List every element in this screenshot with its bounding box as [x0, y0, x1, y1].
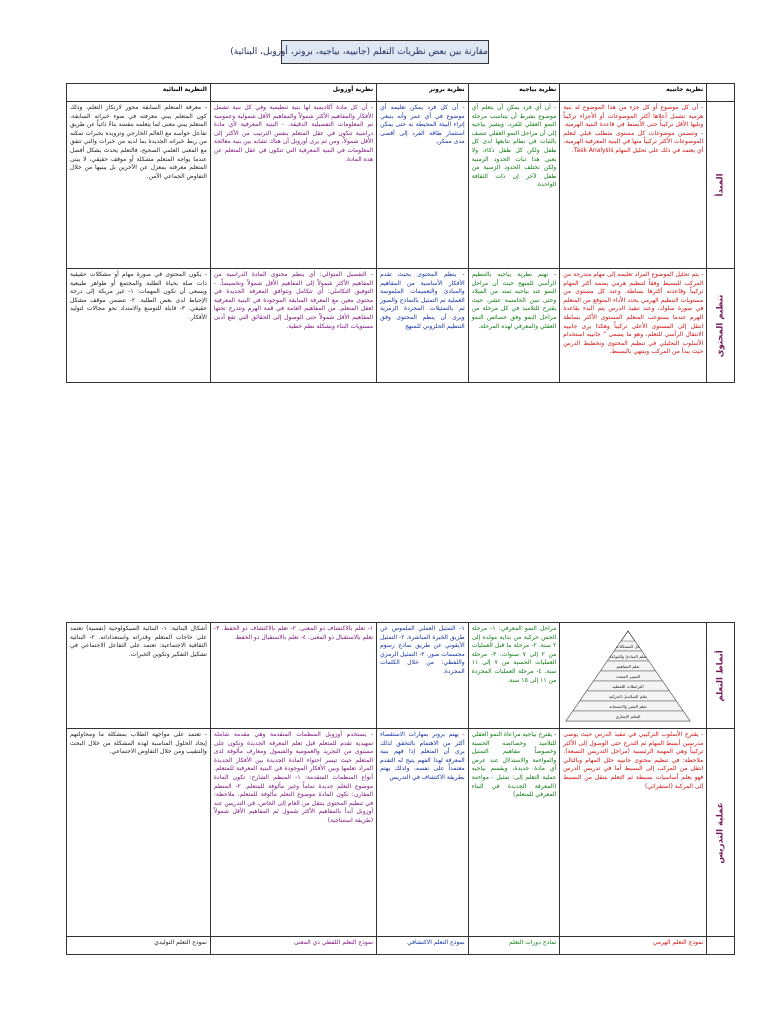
- pyramid-level-label: حل المشكلات: [616, 644, 641, 650]
- cell-basis-bruner: - أن كل فرد يمكن تعليمه أي موضوع في أي عمر وأنه ينبغي إثراء البيئة المحيطة به حتى يمكن استثمار طاقة الفرد إلى أقصى مدى ممكن.: [377, 102, 469, 269]
- cell-learning-types-bruner: ١- التمثيل العملي الملموس عن طريق الخبرة المباشرة. ٢- التمثيل الأيقوني عن طريق نماذج رسوم مجسمات صور. ٣- التمثيل الرمزي واللفظي: من خلال الكلمات المجردة.: [377, 623, 469, 729]
- model-gagne: نموذج التعلم الهرمي: [560, 937, 707, 955]
- cell-teaching-ausubel: - يستخدم أوزوبل المنظمات المتقدمة وهي مقدمة شاملة تمهيدية تقدم للمتعلم قبل تعلم المعرفة الجديدة وتكون على مستوى من التجريد والعمومية والشمول ومعارف مألوفة لدى المتعلم حيث تيسر احتواء المادة الجديدة بين الأفكار الجديدة المراد تعلمها وبين الأفكار الموجودة في البنية المعرفية للمتعلم. أنواع المنظمات المتقدمة: ١- المنظم الشارح: تكون المادة موضوع التعلم جديدة تماماً وغير مألوفة للمتعلم. ٢- المنظم المقارن: تكون المادة موضوع التعلم مألوفة للمتعلم. ملاحظة: في تنظيم المحتوى ينتقل من العام إلى الخاص، في التدريس عند أوزوبل أبدأ بالمفاهيم الأكثر شمول ثم المفاهيم الأقل شمولاً (طريقة استنتاجية): [210, 729, 376, 937]
- cell-learning-types-piaget: مراحل النمو المعرفي: ١- مرحلة الحس حركية من بداية مولده إلى ٢ سنة. ٢- مرحلة ما قبل العمليات من ٢ إلى ٧ سنوات. ٣- مرحلة العمليات الحسية من ٧ إلى ١١ سنة. ٤- مرحلة العمليات المجردة من ١١ إلى ١٥ سنة.: [468, 623, 560, 729]
- cell-basis-piaget: - أن أي فرد يمكن أن يتعلم أي موضوع بشرط أن يتناسب مرحلة النمو العقلي للفرد، ويشير بياجيه إلى أن مراحل النمو العقلي تتصف بالثبات في نظام تتابعها لدى كل طفل ولكن كل طفل ذكاء، ولا يعني هذا ثبات الحدود الزمنية ولكن تختلف الحدود الزمنية من طفل لآخر إن ذات الثقافة الواحدة.: [468, 102, 560, 269]
- row-teaching-process: [67, 729, 735, 937]
- model-bruner: نموذج التعلم الاكتشافي: [377, 937, 469, 955]
- model-constructivist: نموذج التعلم التوليدي: [67, 937, 211, 955]
- col-header-constructivist: النظرية البنائية: [67, 84, 211, 102]
- cell-teaching-piaget: - يقترح بياجيه مراعاة النمو العقلي للتلاميذ وخصائصه الحسية وخصوصاً مفاهيم التمثيل والمواءمة والاستدلال عند عرض أي مادة جديدة، ويقسم بياجيه عملية التعلم إلى: تمثيل - مواءمة (المعرفة الجديدة في البناء المعرفي للمتعلم): [468, 729, 560, 937]
- cell-teaching-constructivist: - تعتمد على مواجهة الطلاب بمشكلة ما ومحاولتهم إيجاد الحلول المناسبة لهذه المشكلة من خلال البحث والتنقيب ومن خلال التفاوض الاجتماعي.: [67, 729, 211, 937]
- col-header-piaget: نظرية بياجيه: [468, 84, 560, 102]
- cell-basis-constructivist: - معرفة المتعلم السابقة محور لارتكاز التعلم، وذلك كون المتعلم يبني معرفته في ضوء خبراته السابقة، المتعلم يبني معنى لما يتعلمه بنفسه بناءً ذاتياً عن طريق تفاعل حواسه مع العالم الخارجي وتزويده بخبرات تمكنه من ربط خبراته الجديدة بما لديه من خبرات والتي تتفق مع المعنى العلمي الصحيح، فالتعلم يحدث بشكل أفضل عندما يواجه المتعلم مشكلة أو موقف حقيقي، لا يبنى المتعلم معرفته بمعزل عن الآخرين بل يبنيها من خلال التفاوض الجماعي الآمن.: [67, 102, 211, 269]
- cell-learning-types-gagne: [560, 623, 707, 729]
- corner-cell: [707, 84, 735, 102]
- row-learning-types: [67, 623, 735, 729]
- cell-teaching-gagne: - يقترح الأسلوب التركيبي في تنفيذ الدرس حيث يوصى مدرسين أبسط المهام ثم التدرج حتى الوصول إلى الأكثر تركيباً وهي المهمة الرئيسية (مراحل التدريس التسعة). ملاحظة: في تنظيم محتوى جانييه حلل المهام وبالتالي انتقل من المركب إلى البسيط أما في تدريس الدرس فهو يعلم أساسيات بسيطة ثم التعلم بتنقل من البسيط إلى المركبة (استقرائي): [560, 729, 707, 937]
- row-label-organization: تنظيم المحتوى: [707, 269, 735, 383]
- model-ausubel: نموذج التعلم اللفظي ذي المعنى: [210, 937, 376, 955]
- pyramid-level-label: تعلم المثير والاستجابة: [609, 704, 648, 710]
- cell-basis-ausubel: - أن كل مادة أكاديمية لها بنية تنظيمية وفي كل بنية تشمل الأفكار والمفاهيم الأكثر شمولاً والمفاهيم الأقل شمولية وعمومية ثم المعلومات التفصيلية الدقيقة. - البنية المعرفية لأي مادة دراسية تتكون في عقل المتعلم بنفس الترتيب من الأكثر إلى الأقل شمولاً، ومن ثم يرى أوزوبل أن هناك تشابه بين بنية معالجة المعلومات في البنية المعرفية التي تتكون في عقل المتعلم عن هذه المادة.: [210, 102, 376, 269]
- gagne-hierarchy-pyramid: [564, 629, 692, 725]
- pyramid-level-label: تعلم المفاهيم: [616, 664, 640, 670]
- header-row: [67, 84, 735, 102]
- cell-learning-types-constructivist: أشكال البنائية: ١- البنائية السيكولوجية (نفسية) تعتمد على حاجات المتعلم وقدراته واستعداداته. ٢- البنائية الثقافية الاجتماعية: تعتمد على التفاعل الاجتماعي في تشكيل التفكير وتكوين الخبرات.: [67, 623, 211, 729]
- cell-teaching-bruner: - يهتم برونر بمهارات الاستقصاء أكثر من الاهتمام بالتحقق لذلك يرى أن المتعلم إذا فهم بنية المعرفة لهذا الفهم يتيح له التقدم معتمداً على نفسه، ولذلك يهتم بطريقة الاكتشاف في التدريس: [377, 729, 469, 937]
- cell-organization-piaget: - تهتم نظرية بياجيه بالتنظيم الرأسي للمنهج حيث أن مراحل النمو عند بياجيه تمتد من الميلاد وحتى سن الخامسة عشر، حيث يقترح للتلاميذ في كل مرحلة من مراحل النمو وفق خصائص النمو العقلي والمعرفي لهذه المرحلة.: [468, 269, 560, 383]
- cell-learning-types-ausubel: ١- تعلم بالاكتشاف ذو المعنى. ٢- تعلم بالاكتشاف ذو الحفظ. ٣- تعلم بالاستقبال ذو المعنى. ٤- تعلم بالاستقبال ذو الحفظ.: [210, 623, 376, 729]
- col-header-ausubel: نظرية أوزوبل: [210, 84, 376, 102]
- row-organization: [67, 269, 735, 383]
- cell-organization-constructivist: - يكون المحتوى في صورة مهام أو مشكلات حقيقية ذات صلة بحياة الطلبة والمجتمع أو ظواهر طبيعية ويسعى أن تكون المهمات: ١- غير مربكة إلى درجة الإحباط لدى بعض الطلبة. ٢- تتضمن موقف مشكل حقيقي. ٣- قابلة للتوسع والامتداد نحو مجالات لتوليد الأفكار.: [67, 269, 211, 383]
- cell-basis-gagne: - أن كل موضوع أو كل جزء من هذا الموضوع له بنية هرمية تشمل أعلاها أكثر الموضوعات أو الأجزاء تركيباً وتليها الأقل تركيباً حتى الأبسط في قاعدة البنية الهرمية. - وتتضمن موضوعات كل مستوى متطلب قبلي لتعلم الموضوعات الأكثر تركيباً منها في البنية المعرفية الهرمية، أي يعتمد في ذلك على تحليل المهام Task Analysis.: [560, 102, 707, 269]
- pyramid-level-label: التعلم الإشاري: [615, 714, 641, 720]
- models-corner-cell: [707, 937, 735, 955]
- cell-organization-gagne: - يتم تحليل الموضوع المراد تعليمه إلى مهام متدرجة من المركب للبسيط وفقاً لتنظيم هرمي يضمه أكثر المهام تركيباً وقاعدته أكثرها بساطة. وعند كل مستوى من مستويات التنظيم الهرمي يحدد الأداء المتوقع من المتعلم في صورة سلوك، وعند تنفيذ الدرس يتم البدء بقاعدة الهرم عندما يستوعب المتعلم المستوى الأكثر بساطة انتقل إلى المستوى الأعلى تركيباً وهكذا يرى جانييه الانتقال الرأسي للتعلم، وهو ما يسمى " جانييه استخدام الأسلوب التحليلي في تنظيم المحتوى وتخطيط الدرس حيث يبدأ من المركب وينتهي بالبسيط.: [560, 269, 707, 383]
- col-header-bruner: نظرية برونر: [377, 84, 469, 102]
- pyramid-level-label: التمييز المتعدد: [616, 674, 641, 680]
- pyramid-level-label: تعلم المبادئ والقواعد: [609, 654, 647, 660]
- comparison-table-top: [66, 83, 735, 383]
- comparison-table-bottom: [66, 622, 735, 955]
- pyramid-level-label: الترابطات اللفظية: [612, 684, 644, 690]
- row-label-learning-types: أنماط التعلم: [707, 623, 735, 729]
- model-piaget: نماذج دورات التعلم: [468, 937, 560, 955]
- row-label-teaching-process: عملية التدريس: [707, 729, 735, 937]
- row-basis: [67, 102, 735, 269]
- cell-organization-ausubel: - التفصيل المتوالي: أي ينظم محتوى المادة الدراسية من المفاهيم الأكثر شمولاً إلى المفاهيم الأقل شمولاً وتخصيصاً. - التوفيق التكاملي: أي تتكامل وتتوافق المعرفة الجديدة في محتوى معين مع المعرفة السابقة الموجودة في البنية المعرفية لعقل المتعلم. من المفاهيم العامة في قمة الهرم وتتدرج تحتها المفاهيم الأقل شمولاً حتى الوصول إلى الحقائق التي تقع أدنى مستويات البناء وبشكله نظم خطية.: [210, 269, 376, 383]
- row-models: [67, 937, 735, 955]
- pyramid-level-label: تعلم السلاسل الحركية: [609, 694, 648, 700]
- col-header-gagne: نظرية جانييه: [560, 84, 707, 102]
- cell-organization-bruner: - ينظم المحتوى بحيث تقدم الأفكار الأساسية من المفاهيم والمبادئ والتعميمات الملموسة العملية ثم التمثيل بالنماذج والصور ثم بالتمثيلات المجردة الرمزية ويرى أن ينظم المحتوى وفق التنظيم الحلزوني للمنهج: [377, 269, 469, 383]
- row-label-basis: المبدأ: [707, 102, 735, 269]
- page-title: مقارنة بين بعض نظريات التعلم (جانييه، بياجيه، برونر، أوزوبل، البنائية): [281, 40, 489, 64]
